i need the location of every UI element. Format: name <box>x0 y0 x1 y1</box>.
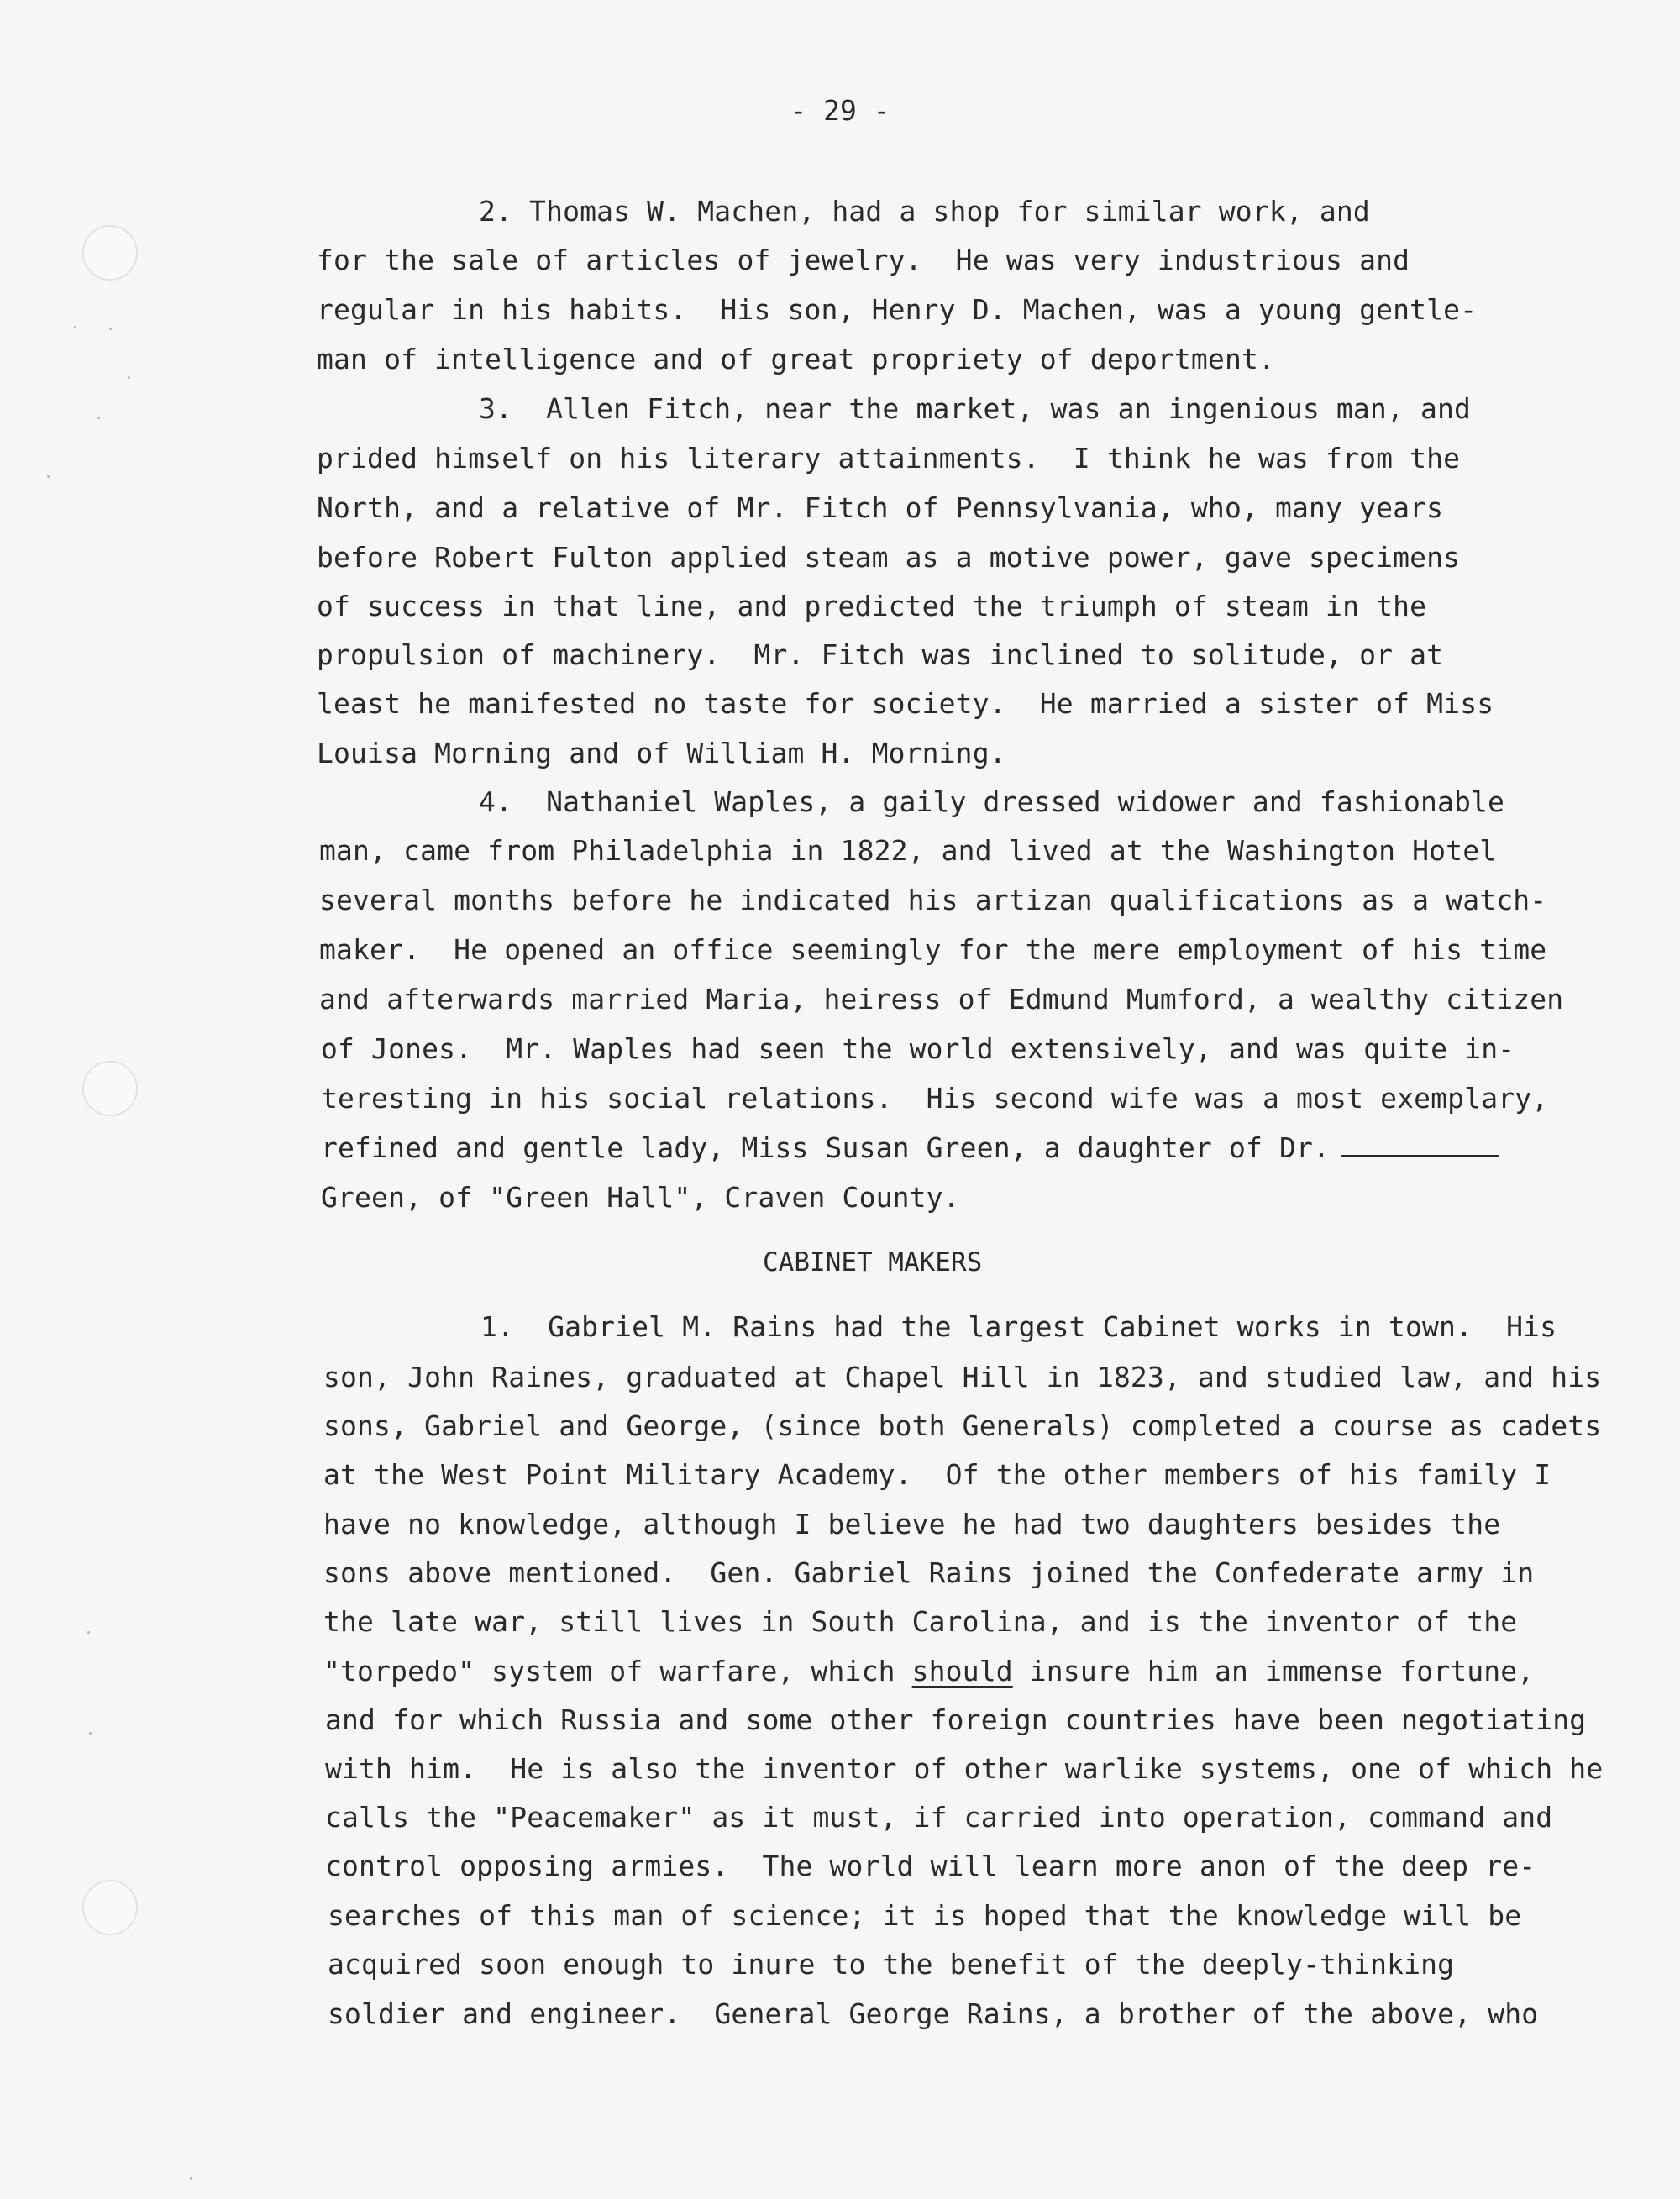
text-line: 1. Gabriel M. Rains had the largest Cabinet works in town. His <box>480 1310 1557 1343</box>
text-line: and afterwards married Maria, heiress of Edmund Mumford, a wealthy citizen <box>319 983 1564 1016</box>
scan-speck <box>97 417 100 419</box>
text-line: man of intelligence and of great propriety of deportment. <box>317 343 1276 375</box>
text-line: at the West Point Military Academy. Of the other members of his family I <box>323 1458 1551 1491</box>
text-segment: insure him an immense fortune, <box>1029 1655 1535 1687</box>
text-line: least he manifested no taste for society. He married a sister of Miss <box>317 687 1494 720</box>
text-line: searches of this man of science; it is hoped that the knowledge will be <box>328 1899 1522 1932</box>
text-line: 4. Nathaniel Waples, a gaily dressed widower and fashionable <box>479 785 1505 818</box>
text-line: with him. He is also the inventor of other warlike systems, one of which he <box>325 1752 1604 1785</box>
text-line: of Jones. Mr. Waples had seen the world extensively, and was quite in- <box>321 1032 1515 1065</box>
text-line: acquired soon enough to inure to the benefit of the deeply-thinking <box>328 1948 1455 1981</box>
text-line: of success in that line, and predicted the triumph of steam in the <box>317 590 1427 622</box>
text-line: for the sale of articles of jewelry. He was very industrious and <box>317 244 1410 276</box>
text-line: control opposing armies. The world will learn more anon of the deep re- <box>325 1850 1536 1882</box>
scan-speck <box>128 376 130 379</box>
binder-hole <box>82 1880 138 1935</box>
text-line: regular in his habits. His son, Henry D. Machen, was a young gentle- <box>317 293 1478 326</box>
text-line: maker. He opened an office seemingly for the mere employment of his time <box>319 933 1547 966</box>
binder-hole <box>82 1061 138 1116</box>
scan-speck <box>87 1631 90 1634</box>
text-line: have no knowledge, although I believe he had two daughters besides the <box>323 1508 1501 1540</box>
scan-speck <box>74 326 76 328</box>
text-line: propulsion of machinery. Mr. Fitch was inclined to solitude, or at <box>317 638 1444 671</box>
page-number: - 29 - <box>790 94 890 127</box>
text-line: 3. Allen Fitch, near the market, was an ingenious man, and <box>479 392 1472 425</box>
blank-fill-line <box>1341 1136 1499 1157</box>
underlined-word: should <box>911 1655 1013 1687</box>
text-segment: refined and gentle lady, Miss Susan Green, a daughter of Dr. <box>321 1131 1331 1164</box>
text-line: Green, of "Green Hall", Craven County. <box>321 1181 960 1214</box>
section-heading: CABINET MAKERS <box>763 1247 983 1278</box>
binder-hole <box>82 225 138 281</box>
text-line: several months before he indicated his artizan qualifications as a watch- <box>319 884 1547 916</box>
text-line: sons, Gabriel and George, (since both Generals) completed a course as cadets <box>323 1409 1602 1442</box>
text-segment: "torpedo" system of warfare, which <box>323 1655 895 1687</box>
text-line <box>323 1655 1534 1688</box>
text-line: teresting in his social relations. His second wife was a most exemplary, <box>321 1082 1549 1115</box>
text-line: son, John Raines, graduated at Chapel Hill in 1823, and studied law, and his <box>323 1361 1602 1393</box>
text-line: the late war, still lives in South Carolina, and is the inventor of the <box>323 1605 1518 1638</box>
text-line: sons above mentioned. Gen. Gabriel Rains joined the Confederate army in <box>323 1556 1535 1589</box>
scan-speck <box>47 475 50 478</box>
scan-speck <box>89 1732 92 1735</box>
text-line: 2. Thomas W. Machen, had a shop for similar work, and <box>479 195 1370 228</box>
text-line: man, came from Philadelphia in 1822, and lived at the Washington Hotel <box>319 834 1497 867</box>
text-line: and for which Russia and some other foreign countries have been negotiating <box>325 1703 1587 1736</box>
text-line: calls the "Peacemaker" as it must, if carried into operation, command and <box>325 1801 1553 1834</box>
text-line: North, and a relative of Mr. Fitch of Pennsylvania, who, many years <box>317 491 1444 524</box>
text-line: soldier and engineer. General George Rains, a brother of the above, who <box>328 1997 1539 2030</box>
text-line: before Robert Fulton applied steam as a motive power, gave specimens <box>317 541 1461 574</box>
text-line: prided himself on his literary attainments. I think he was from the <box>317 442 1461 475</box>
text-line <box>321 1131 1499 1165</box>
scan-speck <box>190 2177 192 2180</box>
text-line: Louisa Morning and of William H. Morning. <box>317 737 1006 769</box>
scan-speck <box>109 328 112 330</box>
